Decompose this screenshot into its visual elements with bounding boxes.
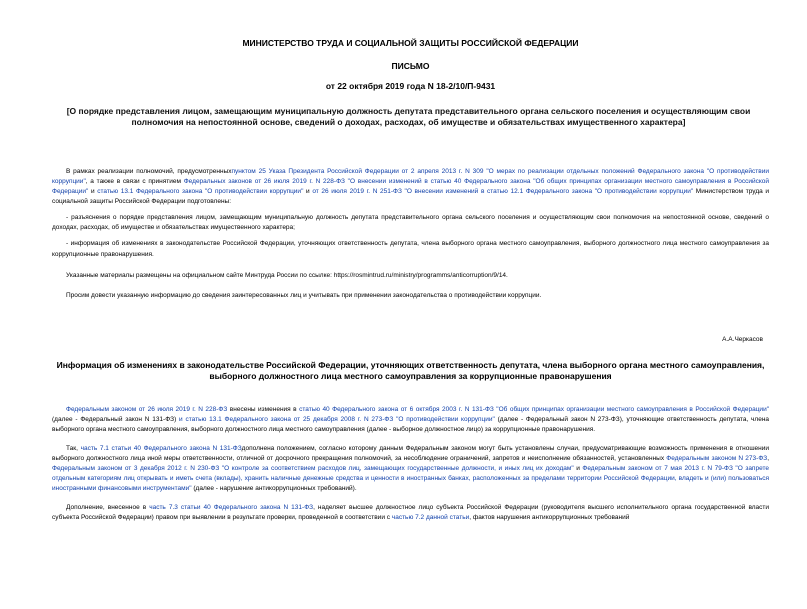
paragraph-text: (далее - Федеральный закон N 131-ФЗ) [52, 415, 177, 423]
document-subject: [О порядке представления лицом, замещающим муниципальную должность депутата представительного органа сельского поселения и осуществляющим свои полномочия на непостоянной основе, сведений о доходах, расходах, об имуществе и обязательствах имущественного характера] [66, 106, 751, 128]
paragraph-text: внесены изменения в [229, 405, 297, 413]
link-fz-273[interactable]: Федеральным законом N 273-ФЗ [666, 454, 768, 462]
link-fz-230[interactable]: Федеральным законом от 3 декабря 2012 г. N 230-ФЗ "О контроле за соответствием расходов лиц, замещающих государственные должности, и иных лиц их доходам" [52, 464, 574, 472]
paragraph-part-7-1 [52, 444, 769, 494]
link-fz-79[interactable]: Федеральным законом от 7 мая 2013 г. N 79-ФЗ "О запрете отдельным категориям лиц открывать и иметь счета (вклады), хранить наличные денежные средства и ценности в иностранных банках, расположенных за пределами территории Российской Федерации, владеть и (или) пользоваться иностранными финансовыми инструментами" [52, 464, 769, 493]
paragraph-text: Министерством труда и социальной защиты Российской Федерации подготовлены: [52, 188, 770, 206]
paragraph-text: , наделяет высшее должностное лицо субъекта Российской Федерации (руководителя высшего исполнительного органа государственной власти субъекта Российской Федерации) правом при выявлении в результате проверки, проведенной в соответствии с [52, 504, 770, 522]
link-part-7-2[interactable]: частью 7.2 данной статьи [391, 514, 470, 522]
link-ukaz-309[interactable]: пунктом 25 Указа Президента Российской Федерации от 2 апреля 2013 г. N 309 "О мерах по реализации отдельных положений Федерального закона "О противодействии коррупции" [52, 168, 769, 186]
list-item-information: - информация об изменениях в законодательстве Российской Федерации, уточняющих ответственность депутата, члена выборного органа местного самоуправления, выборного должностного лица местного самоуправления за коррупционные правонарушения. [52, 240, 769, 258]
document-page [0, 38, 807, 609]
link-part-7-3[interactable]: часть 7.3 статьи 40 Федерального закона N 131-ФЗ [149, 504, 314, 512]
document-date-number: от 22 октября 2019 года N 18-2/10/П-9431 [325, 81, 496, 91]
paragraph-text: и [576, 464, 580, 472]
info-title: Информация об изменениях в законодательстве Российской Федерации, уточняющих ответственность депутата, члена выборного органа местного самоуправления, выборного должностного лица местного самоуправления за коррупционные правонарушения [56, 359, 765, 382]
paragraph-text: Так, [66, 444, 78, 452]
link-fz-228-2019[interactable]: Федеральным законом от 26 июля 2019 г. N 228-ФЗ [66, 405, 228, 413]
paragraph-text: и [90, 188, 95, 196]
paragraph-materials-link: Указанные материалы размещены на официальном сайте Минтруда России по ссылке: https://rosmintrud.ru/ministry/programms/anticorruption/9/14. [66, 271, 508, 279]
paragraph-text: , [767, 454, 769, 462]
paragraph-changes [52, 405, 769, 435]
paragraph-text: и [306, 188, 310, 196]
link-article-13-1[interactable]: статью 13.1 Федерального закона "О противодействии коррупции" [97, 188, 304, 196]
paragraph-text: дополнена положением, согласно которому данным Федеральным законом могут быть установлены случаи, предусматривающие возможность применения в отношении выборного должностного лица иной меры ответственности, отличной от досрочного прекращения полномочий, за несоблюдение ограничений, запретов и неисполнение обязанностей, установленных [52, 444, 770, 462]
paragraph-text: В рамках реализации полномочий, предусмотренных [66, 168, 232, 176]
paragraph-text: (далее - Федеральный закон N 273-ФЗ), уточняющие ответственность депутата, члена выборного органа местного самоуправления, выборного должностного лица местного самоуправления (далее - выборное должностное лицо) за коррупционные правонарушения. [52, 415, 770, 433]
paragraph-text: (далее - нарушение антикоррупционных требований). [193, 485, 357, 493]
list-item-explanations: - разъяснения о порядке представления лицом, замещающим муниципальную должность депутата представительного органа сельского поселения и осуществляющим свои полномочия на непостоянной основе, сведений о доходах, расходах, об имуществе и обязательствах имущественного характера; [52, 214, 769, 232]
link-fz-251[interactable]: от 26 июля 2019 г. N 251-ФЗ "О внесении изменений в статью 12.1 Федерального закона "О противодействии коррупции" [312, 188, 694, 196]
paragraph-text: , фактов нарушения антикоррупционных требований [469, 514, 630, 522]
link-article-13-1-fz-273[interactable]: и статью 13.1 Федерального закона от 25 декабря 2008 г. N 273-ФЗ "О противодействии коррупции" [179, 415, 495, 423]
paragraph-request: Просим довести указанную информацию до сведения заинтересованных лиц и учитывать при применении законодательства о противодействии коррупции. [66, 291, 542, 299]
ministry-name: МИНИСТЕРСТВО ТРУДА И СОЦИАЛЬНОЙ ЗАЩИТЫ РОССИЙСКОЙ ФЕДЕРАЦИИ [242, 38, 579, 48]
link-fz-228[interactable]: Федеральных законов от 26 июля 2019 г. N 228-ФЗ "О внесении изменений в статью 40 Федерального закона "Об общих принципах организации местного самоуправления в Российской Федерации" [52, 178, 769, 196]
paragraph-intro [52, 167, 769, 207]
signature: А.А.Черкасов [722, 335, 763, 343]
document-type: ПИСЬМО [391, 61, 430, 71]
paragraph-text: , а также в связи с принятием [85, 178, 181, 186]
link-article-40-fz-131[interactable]: статью 40 Федерального закона от 6 октября 2003 г. N 131-ФЗ "Об общих принципах организации местного самоуправления в Российской Федерации" [299, 405, 770, 413]
paragraph-text: Дополнение, внесенное в [66, 504, 147, 512]
paragraph-part-7-3 [52, 503, 769, 523]
link-part-7-1[interactable]: часть 7.1 статьи 40 Федерального закона N 131-ФЗ [80, 444, 242, 452]
